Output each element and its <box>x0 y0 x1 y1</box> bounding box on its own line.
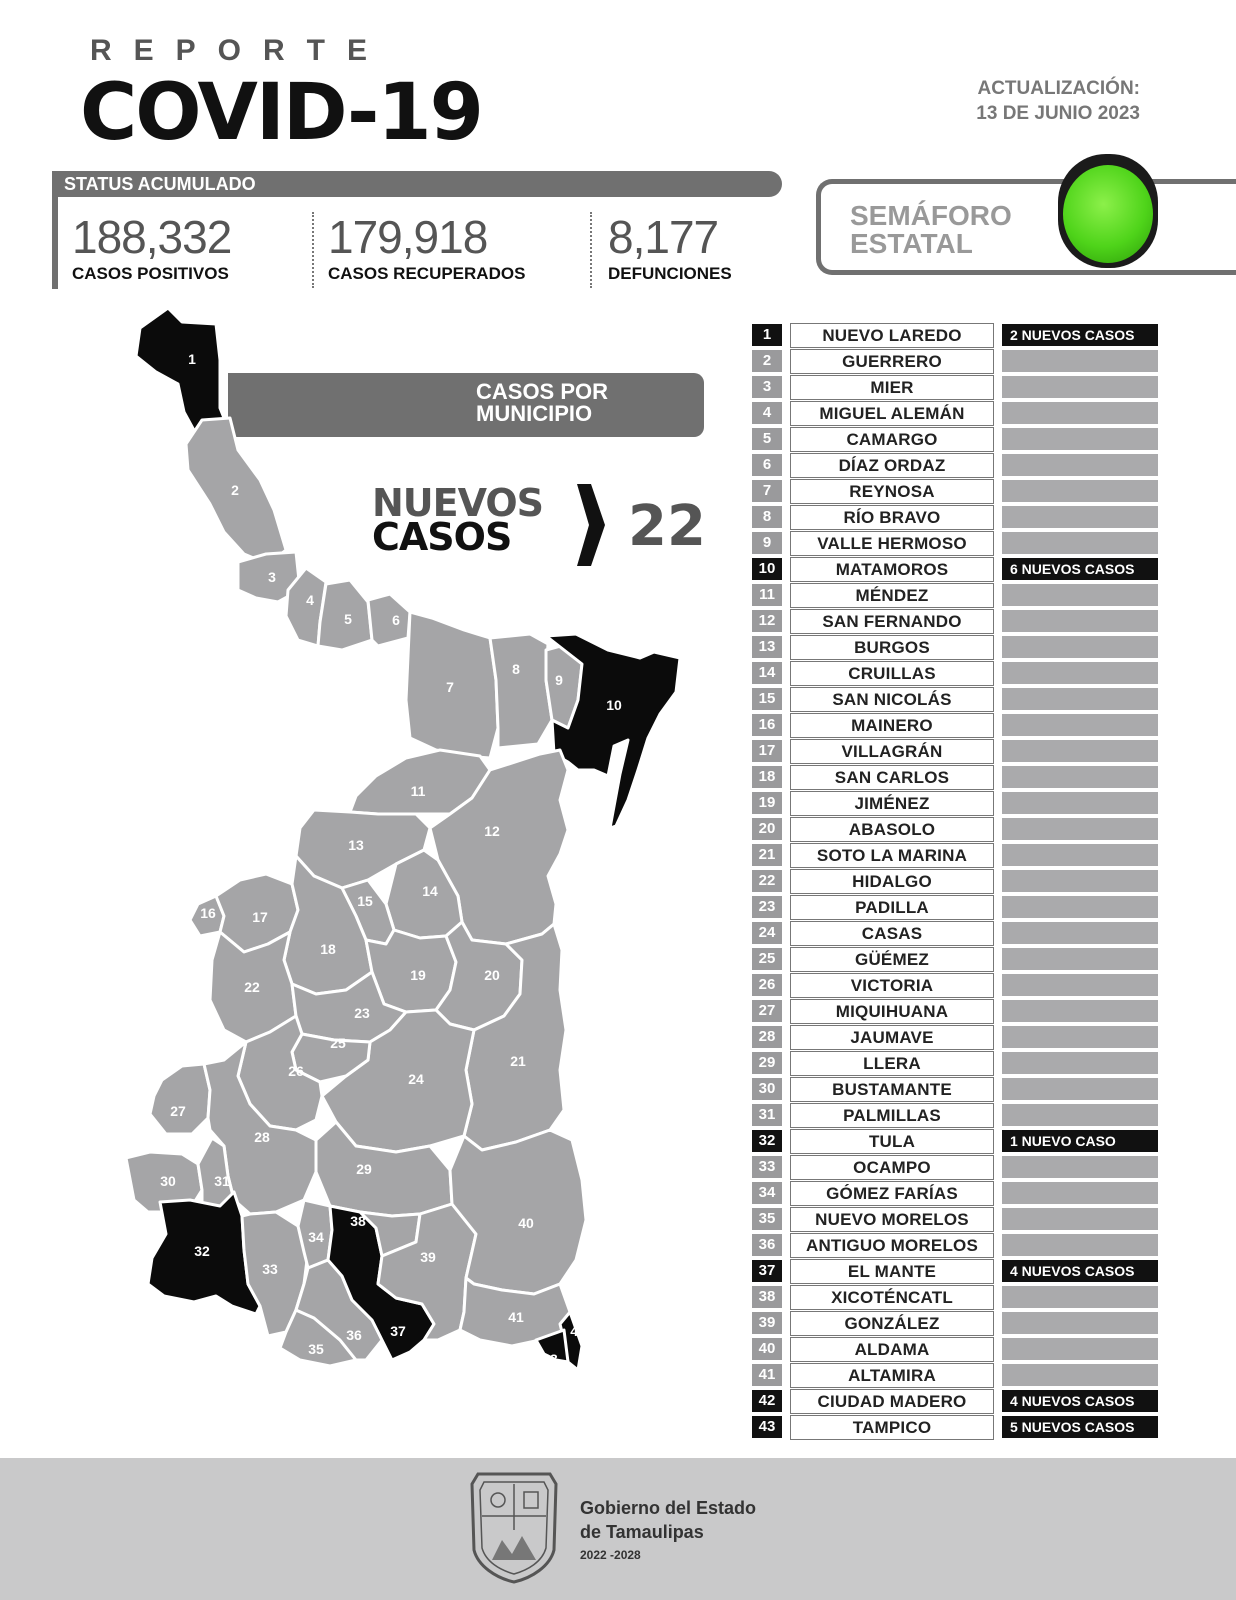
table-row <box>752 738 1162 764</box>
table-row <box>752 1102 1162 1128</box>
update-date: 13 DE JUNIO 2023 <box>976 103 1140 124</box>
municipality-number: 35 <box>752 1208 782 1230</box>
map-label-36: 36 <box>346 1327 362 1343</box>
new-cases-line1: NUEVOS <box>372 481 544 525</box>
map-label-41: 41 <box>508 1309 524 1325</box>
municipality-new-cases <box>1002 740 1158 762</box>
map-label-38: 38 <box>350 1213 366 1229</box>
municipality-new-cases <box>1002 350 1158 372</box>
new-cases-label <box>372 481 544 559</box>
municipality-name: JAUMAVE <box>790 1025 994 1050</box>
stat-divider <box>312 212 314 288</box>
municipality-new-cases: 2 NUEVOS CASOS <box>1002 324 1158 346</box>
municipality-number: 31 <box>752 1104 782 1126</box>
semaforo-line1: SEMÁFORO <box>850 200 1012 231</box>
municipality-new-cases <box>1002 1026 1158 1048</box>
municipality-new-cases <box>1002 870 1158 892</box>
stat-divider <box>590 212 592 288</box>
status-header: STATUS ACUMULADO <box>52 171 782 197</box>
table-row <box>752 790 1162 816</box>
municipality-name: XICOTÉNCATL <box>790 1285 994 1310</box>
municipality-name: EL MANTE <box>790 1259 994 1284</box>
government-years: 2022 -2028 <box>580 1548 641 1562</box>
table-row <box>752 894 1162 920</box>
map-label-42: 42 <box>570 1323 586 1339</box>
map-label-6: 6 <box>392 612 400 628</box>
municipality-number: 18 <box>752 766 782 788</box>
municipality-name: TAMPICO <box>790 1415 994 1440</box>
map-label-10: 10 <box>606 697 622 713</box>
municipality-new-cases <box>1002 1364 1158 1386</box>
municipality-new-cases <box>1002 792 1158 814</box>
municipality-name: NUEVO MORELOS <box>790 1207 994 1232</box>
stat-positivos <box>72 210 231 284</box>
table-row <box>752 842 1162 868</box>
update-label: ACTUALIZACIÓN: <box>977 78 1140 99</box>
municipality-number: 26 <box>752 974 782 996</box>
municipality-new-cases <box>1002 1234 1158 1256</box>
chevron-right-icon <box>577 484 605 566</box>
government-line2: de Tamaulipas <box>580 1522 704 1542</box>
municipality-number: 40 <box>752 1338 782 1360</box>
table-row <box>752 686 1162 712</box>
stat-recuperados-value: 179,918 <box>328 211 488 263</box>
municipality-new-cases: 1 NUEVO CASO <box>1002 1130 1158 1152</box>
table-row <box>752 374 1162 400</box>
municipality-number: 32 <box>752 1130 782 1152</box>
municipality-number: 1 <box>752 324 782 346</box>
municipality-name: PALMILLAS <box>790 1103 994 1128</box>
municipality-number: 21 <box>752 844 782 866</box>
map-label-34: 34 <box>308 1229 324 1245</box>
update-block <box>976 76 1140 126</box>
table-row <box>752 1050 1162 1076</box>
municipality-name: CIUDAD MADERO <box>790 1389 994 1414</box>
map-region-27 <box>150 1064 210 1134</box>
municipality-name: TULA <box>790 1129 994 1154</box>
municipality-number: 4 <box>752 402 782 424</box>
map-label-20: 20 <box>484 967 500 983</box>
municipality-name: VALLE HERMOSO <box>790 531 994 556</box>
municipality-number: 24 <box>752 922 782 944</box>
page-title: COVID-19 <box>80 68 482 158</box>
table-row <box>752 1336 1162 1362</box>
municipality-number: 27 <box>752 1000 782 1022</box>
municipality-name: VILLAGRÁN <box>790 739 994 764</box>
municipality-new-cases: 5 NUEVOS CASOS <box>1002 1416 1158 1438</box>
municipality-new-cases <box>1002 1156 1158 1178</box>
municipality-number: 36 <box>752 1234 782 1256</box>
municipality-name: ALTAMIRA <box>790 1363 994 1388</box>
map-label-33: 33 <box>262 1261 278 1277</box>
municipality-new-cases <box>1002 532 1158 554</box>
municipality-name: CAMARGO <box>790 427 994 452</box>
municipality-number: 7 <box>752 480 782 502</box>
table-row <box>752 478 1162 504</box>
table-row <box>752 1232 1162 1258</box>
municipality-number: 11 <box>752 584 782 606</box>
municipality-name: CRUILLAS <box>790 661 994 686</box>
municipality-new-cases <box>1002 584 1158 606</box>
map-label-5: 5 <box>344 611 352 627</box>
municipality-number: 42 <box>752 1390 782 1412</box>
municipality-name: ALDAMA <box>790 1337 994 1362</box>
map-label-15: 15 <box>357 893 373 909</box>
table-row <box>752 1388 1162 1414</box>
municipality-new-cases: 4 NUEVOS CASOS <box>1002 1390 1158 1412</box>
municipality-new-cases <box>1002 1104 1158 1126</box>
municipality-name: CASAS <box>790 921 994 946</box>
municipality-new-cases <box>1002 974 1158 996</box>
municipality-new-cases <box>1002 714 1158 736</box>
table-row <box>752 582 1162 608</box>
municipality-name: MIER <box>790 375 994 400</box>
municipality-new-cases <box>1002 896 1158 918</box>
map-label-7: 7 <box>446 679 454 695</box>
map-label-17: 17 <box>252 909 268 925</box>
table-row <box>752 660 1162 686</box>
municipality-new-cases <box>1002 662 1158 684</box>
municipality-name: HIDALGO <box>790 869 994 894</box>
table-row <box>752 608 1162 634</box>
municipality-name: MIQUIHUANA <box>790 999 994 1024</box>
municipality-name: MATAMOROS <box>790 557 994 582</box>
table-row <box>752 1310 1162 1336</box>
municipality-new-cases <box>1002 376 1158 398</box>
map-label-3: 3 <box>268 569 276 585</box>
table-row <box>752 972 1162 998</box>
municipality-name: MÉNDEZ <box>790 583 994 608</box>
map-label-19: 19 <box>410 967 426 983</box>
map-label-29: 29 <box>356 1161 372 1177</box>
map-label-35: 35 <box>308 1341 324 1357</box>
table-row <box>752 998 1162 1024</box>
municipality-name: OCAMPO <box>790 1155 994 1180</box>
municipality-name: DÍAZ ORDAZ <box>790 453 994 478</box>
municipality-new-cases: 6 NUEVOS CASOS <box>1002 558 1158 580</box>
table-row <box>752 1284 1162 1310</box>
municipality-new-cases <box>1002 1182 1158 1204</box>
municipality-number: 37 <box>752 1260 782 1282</box>
municipality-new-cases <box>1002 636 1158 658</box>
municipality-name: ABASOLO <box>790 817 994 842</box>
municipality-new-cases <box>1002 1052 1158 1074</box>
semaforo-line2: ESTATAL <box>850 228 973 259</box>
map-label-9: 9 <box>555 672 563 688</box>
municipality-name: GONZÁLEZ <box>790 1311 994 1336</box>
stat-recuperados-label: CASOS RECUPERADOS <box>328 264 526 283</box>
table-row <box>752 348 1162 374</box>
municipality-new-cases <box>1002 766 1158 788</box>
municipality-new-cases <box>1002 1000 1158 1022</box>
municipality-name: MAINERO <box>790 713 994 738</box>
municipality-name: RÍO BRAVO <box>790 505 994 530</box>
stat-recuperados <box>328 210 525 284</box>
municipality-name: BURGOS <box>790 635 994 660</box>
table-row <box>752 1206 1162 1232</box>
municipality-number: 13 <box>752 636 782 658</box>
municipality-name: REYNOSA <box>790 479 994 504</box>
municipality-number: 2 <box>752 350 782 372</box>
municipality-name: ANTIGUO MORELOS <box>790 1233 994 1258</box>
traffic-light-green-icon <box>1063 165 1153 263</box>
cases-by-municipality-line2: MUNICIPIO <box>476 401 593 426</box>
government-line1: Gobierno del Estado <box>580 1498 757 1518</box>
new-cases-line2: CASOS <box>372 515 512 559</box>
stat-positivos-value: 188,332 <box>72 211 232 263</box>
table-row <box>752 1024 1162 1050</box>
stat-positivos-label: CASOS POSITIVOS <box>72 264 229 283</box>
municipality-new-cases <box>1002 688 1158 710</box>
municipality-number: 39 <box>752 1312 782 1334</box>
municipality-number: 14 <box>752 662 782 684</box>
table-row <box>752 504 1162 530</box>
stat-defunciones-label: DEFUNCIONES <box>608 264 732 283</box>
map-label-37: 37 <box>390 1323 406 1339</box>
map-region-6 <box>368 594 410 646</box>
municipality-new-cases: 4 NUEVOS CASOS <box>1002 1260 1158 1282</box>
table-row <box>752 452 1162 478</box>
municipality-number: 6 <box>752 454 782 476</box>
map-label-24: 24 <box>408 1071 424 1087</box>
map-label-12: 12 <box>484 823 500 839</box>
municipality-number: 25 <box>752 948 782 970</box>
table-row <box>752 764 1162 790</box>
municipality-new-cases <box>1002 1208 1158 1230</box>
new-cases-total: 22 <box>628 494 706 559</box>
municipality-new-cases <box>1002 402 1158 424</box>
municipality-name: SAN FERNANDO <box>790 609 994 634</box>
map-label-25: 25 <box>330 1035 346 1051</box>
municipality-new-cases <box>1002 844 1158 866</box>
table-row <box>752 816 1162 842</box>
table-row <box>752 556 1162 582</box>
table-row <box>752 1258 1162 1284</box>
municipality-new-cases <box>1002 1312 1158 1334</box>
municipality-number: 12 <box>752 610 782 632</box>
municipality-number: 34 <box>752 1182 782 1204</box>
municipality-table <box>752 322 1162 1440</box>
municipality-number: 33 <box>752 1156 782 1178</box>
municipality-new-cases <box>1002 922 1158 944</box>
table-row <box>752 1362 1162 1388</box>
municipality-name: LLERA <box>790 1051 994 1076</box>
municipality-name: NUEVO LAREDO <box>790 323 994 348</box>
municipality-number: 5 <box>752 428 782 450</box>
map-label-31: 31 <box>214 1173 230 1189</box>
semaforo-label <box>850 202 1012 258</box>
municipality-name: MIGUEL ALEMÁN <box>790 401 994 426</box>
municipality-number: 20 <box>752 818 782 840</box>
map-label-22: 22 <box>244 979 260 995</box>
table-row <box>752 426 1162 452</box>
municipality-new-cases <box>1002 506 1158 528</box>
government-name <box>580 1496 756 1544</box>
municipality-new-cases <box>1002 454 1158 476</box>
municipality-number: 19 <box>752 792 782 814</box>
table-row <box>752 1128 1162 1154</box>
municipality-number: 9 <box>752 532 782 554</box>
map-label-23: 23 <box>354 1005 370 1021</box>
municipality-number: 16 <box>752 714 782 736</box>
municipality-name: JIMÉNEZ <box>790 791 994 816</box>
municipality-number: 22 <box>752 870 782 892</box>
table-row <box>752 1076 1162 1102</box>
municipality-name: GÓMEZ FARÍAS <box>790 1181 994 1206</box>
municipality-new-cases <box>1002 1078 1158 1100</box>
stat-defunciones-value: 8,177 <box>608 211 719 263</box>
municipality-number: 23 <box>752 896 782 918</box>
state-seal-icon <box>468 1470 560 1584</box>
municipality-number: 15 <box>752 688 782 710</box>
municipality-number: 43 <box>752 1416 782 1438</box>
municipality-name: SAN CARLOS <box>790 765 994 790</box>
table-row <box>752 400 1162 426</box>
municipality-name: SAN NICOLÁS <box>790 687 994 712</box>
municipality-number: 41 <box>752 1364 782 1386</box>
municipality-new-cases <box>1002 1338 1158 1360</box>
table-row <box>752 920 1162 946</box>
map-label-4: 4 <box>306 592 314 608</box>
municipality-number: 8 <box>752 506 782 528</box>
map-region-40 <box>450 1130 586 1294</box>
map-label-16: 16 <box>200 905 216 921</box>
map-label-11: 11 <box>410 783 426 799</box>
map-label-1: 1 <box>188 351 196 367</box>
municipality-new-cases <box>1002 948 1158 970</box>
municipality-number: 29 <box>752 1052 782 1074</box>
table-row <box>752 1180 1162 1206</box>
table-row <box>752 322 1162 348</box>
municipality-name: SOTO LA MARINA <box>790 843 994 868</box>
map-label-13: 13 <box>348 837 364 853</box>
table-row <box>752 868 1162 894</box>
map-label-2: 2 <box>231 482 239 498</box>
map-label-28: 28 <box>254 1129 270 1145</box>
municipality-name: BUSTAMANTE <box>790 1077 994 1102</box>
table-row <box>752 712 1162 738</box>
map-label-8: 8 <box>512 661 520 677</box>
tamaulipas-municipality-map <box>120 300 700 1410</box>
cases-by-municipality-line1: CASOS POR <box>476 379 609 404</box>
map-label-18: 18 <box>320 941 336 957</box>
map-label-43: 43 <box>542 1351 558 1367</box>
municipality-name: GÜÉMEZ <box>790 947 994 972</box>
municipality-name: VICTORIA <box>790 973 994 998</box>
table-row <box>752 530 1162 556</box>
map-label-14: 14 <box>422 883 438 899</box>
municipality-new-cases <box>1002 428 1158 450</box>
municipality-number: 17 <box>752 740 782 762</box>
municipality-new-cases <box>1002 818 1158 840</box>
table-row <box>752 1154 1162 1180</box>
map-region-8 <box>490 634 552 748</box>
table-row <box>752 1414 1162 1440</box>
municipality-new-cases <box>1002 1286 1158 1308</box>
stat-defunciones <box>608 210 732 284</box>
map-label-21: 21 <box>510 1053 526 1069</box>
report-kicker: REPORTE <box>90 34 390 67</box>
map-label-30: 30 <box>160 1173 176 1189</box>
map-label-26: 26 <box>288 1063 304 1079</box>
municipality-number: 10 <box>752 558 782 580</box>
municipality-number: 38 <box>752 1286 782 1308</box>
map-label-32: 32 <box>194 1243 210 1259</box>
municipality-number: 28 <box>752 1026 782 1048</box>
table-row <box>752 946 1162 972</box>
map-label-27: 27 <box>170 1103 186 1119</box>
map-label-40: 40 <box>518 1215 534 1231</box>
municipality-new-cases <box>1002 480 1158 502</box>
municipality-new-cases <box>1002 610 1158 632</box>
municipality-name: GUERRERO <box>790 349 994 374</box>
municipality-number: 3 <box>752 376 782 398</box>
table-row <box>752 634 1162 660</box>
municipality-number: 30 <box>752 1078 782 1100</box>
map-label-39: 39 <box>420 1249 436 1265</box>
municipality-name: PADILLA <box>790 895 994 920</box>
